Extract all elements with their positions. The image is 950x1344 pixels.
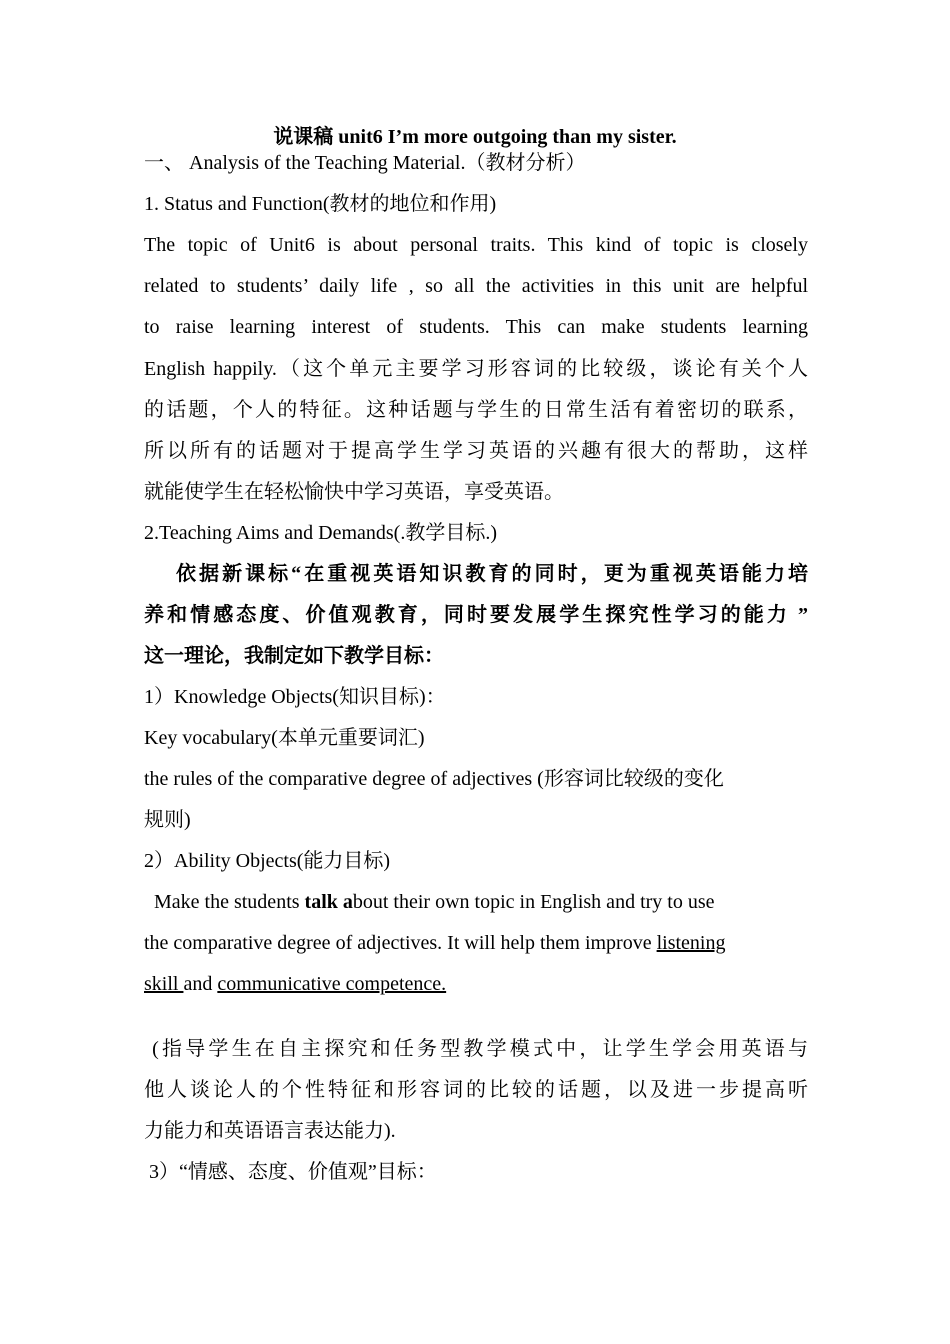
subheading-teaching-aims: 2.Teaching Aims and Demands(.教学目标.) [144, 522, 497, 544]
curriculum-paragraph-line: 依据新课标“在重视英语知识教育的同时，更为重视英语能力培 [176, 563, 808, 585]
ability-text: and [183, 973, 218, 995]
comparative-rules-line: the rules of the comparative degree of adjectives (形容词比较级的变化 [144, 768, 724, 790]
ability-objects-heading: 2）Ability Objects(能力目标) [144, 850, 391, 872]
curriculum-paragraph-line: 这一理论，我制定如下教学目标： [144, 645, 444, 667]
ability-bold-text: talk a [304, 891, 353, 913]
ability-text: Make the students [144, 891, 305, 913]
ability-underlined-text: skill [144, 973, 184, 995]
status-paragraph-line: related to students’ daily life , so all the activities in this unit are helpful [144, 275, 808, 297]
ability-text: bout their own topic in English and try to use [352, 891, 715, 913]
status-paragraph-line: 所以所有的话题对于提高学生学习英语的兴趣有很大的帮助，这样 [144, 440, 808, 462]
status-paragraph-line: 就能使学生在轻松愉快中学习英语，享受英语。 [144, 481, 564, 503]
ability-text: the comparative degree of adjectives. It will help them improve [144, 932, 657, 954]
comparative-rules-line: 规则) [144, 809, 191, 831]
ability-paragraph-line [144, 971, 808, 997]
ability-paragraph-line [144, 889, 808, 915]
subheading-status-function: 1. Status and Function(教材的地位和作用) [144, 193, 497, 215]
curriculum-paragraph-line: 养和情感态度、价值观教育，同时要发展学生探究性学习的能力 ” [144, 604, 808, 626]
document-title: 说课稿 unit6 I’m more outgoing than my sister. [273, 126, 677, 148]
key-vocabulary-line: Key vocabulary(本单元重要词汇) [144, 727, 425, 749]
status-paragraph-line: The topic of Unit6 is about personal traits. This kind of topic is closely [144, 234, 808, 256]
chinese-guidance-line: 力能力和英语语言表达能力). [144, 1120, 396, 1142]
chinese-guidance-line: 他人谈论人的个性特征和形容词的比较的话题，以及进一步提高听 [144, 1079, 808, 1101]
status-paragraph-line: to raise learning interest of students. This can make students learning [144, 316, 808, 338]
ability-underlined-text: listening [656, 932, 726, 954]
ability-paragraph-line [144, 930, 808, 956]
section-heading-analysis: 一、 Analysis of the Teaching Material.（教材分析） [144, 152, 586, 174]
status-paragraph-line: 的话题，个人的特征。这种话题与学生的日常生活有着密切的联系， [144, 399, 808, 421]
ability-underlined-text: communicative competence. [217, 973, 447, 995]
knowledge-objects-heading: 1）Knowledge Objects(知识目标)： [144, 686, 446, 708]
status-paragraph-line: English happily.（这个单元主要学习形容词的比较级，谈论有关个人 [144, 358, 808, 380]
attitude-objects-heading: 3）“情感、态度、价值观”目标： [144, 1161, 437, 1183]
chinese-guidance-line: (指导学生在自主探究和任务型教学模式中，让学生学会用英语与 [144, 1038, 808, 1060]
